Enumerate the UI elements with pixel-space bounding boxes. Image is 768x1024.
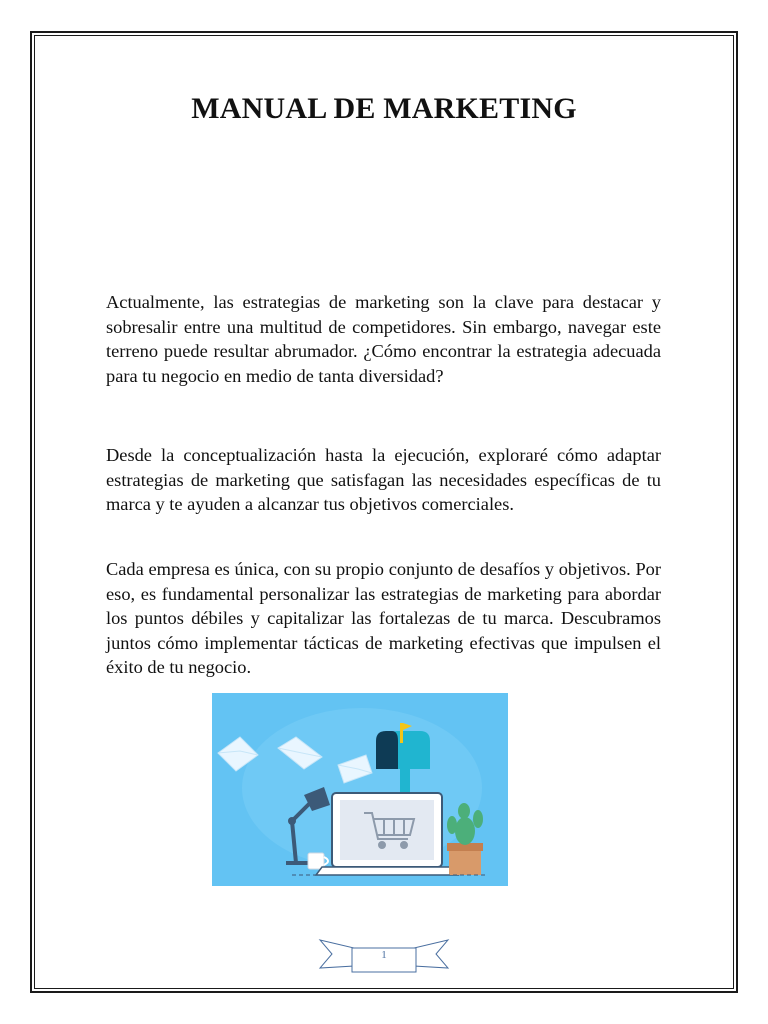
- document-title: MANUAL DE MARKETING: [191, 92, 577, 125]
- page-number: 1: [381, 949, 387, 961]
- paragraph-personalization: Cada empresa es única, con su propio conjunto de desafíos y objetivos. Por eso, es fundamental personalizar las estrategias de marketing para abordar los puntos débiles y capitalizar las fortalezas de tu marca. Descubramos juntos cómo implementar tácticas de marketing efectivas que impulsen el éxito de tu negocio.: [106, 559, 661, 677]
- paragraph-conceptualization: Desde la conceptualización hasta la ejecución, exploraré cómo adaptar estrategias de marketing que satisfagan las necesidades específicas de tu marca y te ayuden a alcanzar tus objetivos comerciales.: [106, 445, 661, 514]
- ecommerce-marketing-illustration: [212, 693, 508, 886]
- paragraph-intro: Actualmente, las estrategias de marketing son la clave para destacar y sobresalir entre una multitud de competidores. Sin embargo, navegar este terreno puede resultar abrumador. ¿Cómo encontrar la estrategia adecuada para tu negocio en medio de tanta diversidad?: [106, 292, 661, 386]
